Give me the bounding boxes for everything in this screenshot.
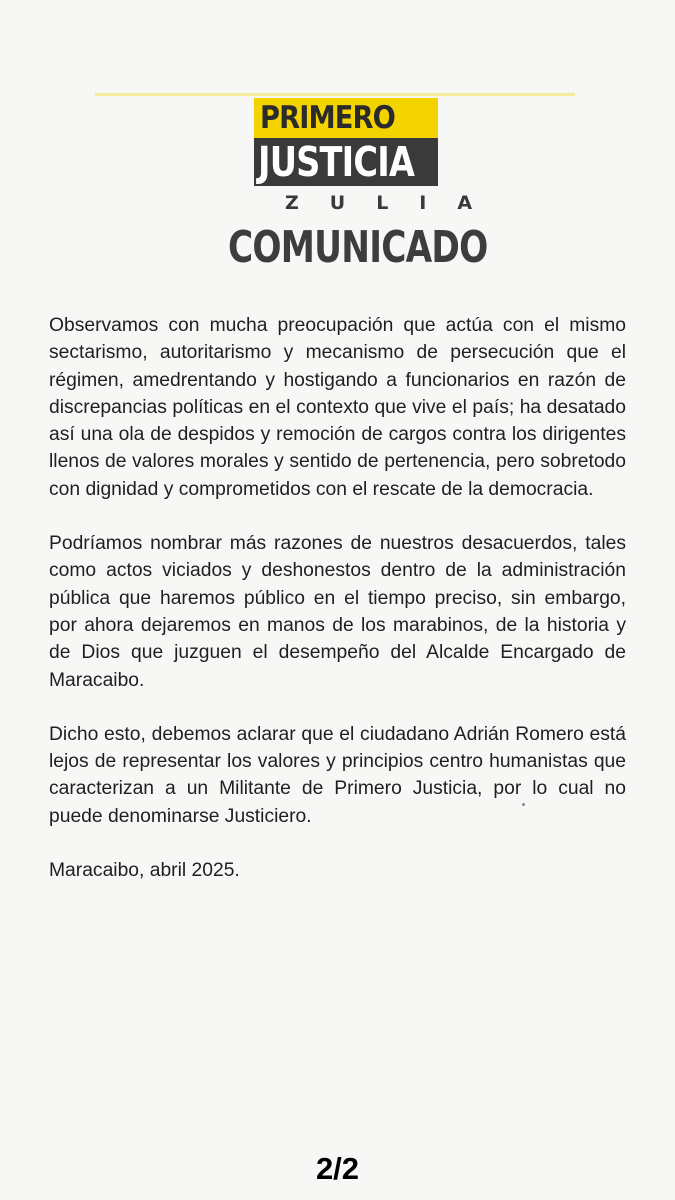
signoff-place-date: Maracaibo, abril 2025. <box>49 860 240 882</box>
statement-body <box>49 312 626 911</box>
logo-zulia-text: ZULIA <box>285 192 504 214</box>
scan-speck <box>522 803 525 806</box>
scan-edge-line <box>95 93 575 96</box>
page-number: 2/2 <box>315 1151 360 1186</box>
logo-primero-text: PRIMERO <box>260 100 395 136</box>
logo-justicia-text: JUSTICIA <box>258 138 415 186</box>
paragraph-3: Dicho esto, debemos aclarar que el ciudadano Adrián Romero está lejos de representar los valores y principios centro humanistas que caracterizan a un Militante de Primero Justicia, por lo cual no puede denominarse Justiciero. <box>49 723 626 827</box>
primero-justicia-zulia-logo <box>228 98 504 278</box>
comunicado-heading: COMUNICADO <box>228 222 488 273</box>
logo-primero-band <box>254 98 438 138</box>
logo-justicia-band <box>254 138 438 186</box>
paragraph-2: Podríamos nombrar más razones de nuestros desacuerdos, tales como actos viciados y deshonestos dentro de la administración pública que haremos público en el tiempo preciso, sin embargo, por ahora dejaremos en manos de los marabinos, de la historia y de Dios que juzguen el desempeño del Alcalde Encargado de Maracaibo. <box>49 533 626 691</box>
paragraph-1: Observamos con mucha preocupación que actúa con el mismo sectarismo, autoritarismo y mecanismo de persecución que el régimen, amedrentando y hostigando a funcionarios en razón de discrepancias políticas en el contexto que vive el país; ha desatado así una ola de despidos y remoción de cargos contra los dirigentes llenos de valores morales y sentido de pertenencia, pero sobretodo con dignidad y comprometidos con el rescate de la democracia. <box>49 315 626 500</box>
